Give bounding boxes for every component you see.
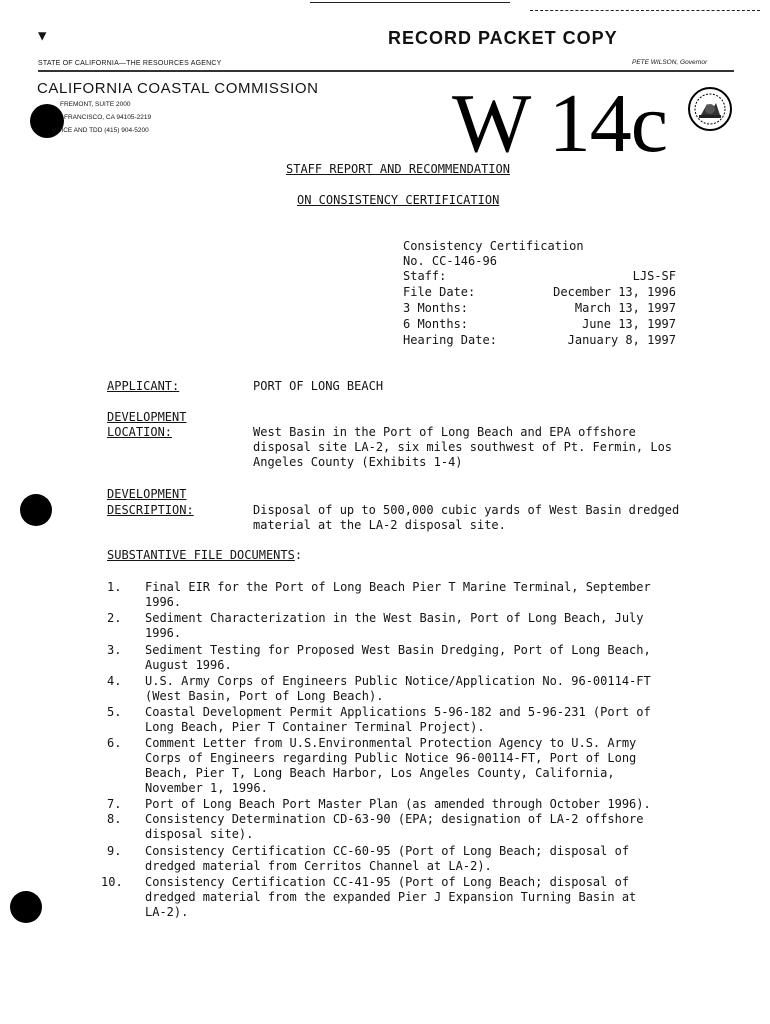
document-number: 10. (101, 875, 123, 889)
hearing-date-label: Hearing Date: (403, 333, 497, 347)
description-label-line-2: DESCRIPTION: (107, 503, 194, 517)
documents-heading-wrap (107, 548, 302, 563)
scan-artifact-top-line (310, 2, 510, 4)
document-text: Coastal Development Permit Applications 5-96-182 and 5-96-231 (Port of Long Beach, Pier T Container Terminal Project). (145, 705, 651, 734)
document-number: 2. (107, 611, 122, 625)
six-months-value: June 13, 1997 (582, 317, 676, 331)
hearing-date-value: January 8, 1997 (567, 333, 676, 347)
applicant-label: APPLICANT: (107, 379, 180, 393)
document-number: 5. (107, 705, 122, 719)
document-number: 7. (107, 797, 122, 811)
case-heading: Consistency Certification (403, 239, 584, 253)
address-line-2: FRANCISCO, CA 94105-2219 (64, 114, 152, 121)
three-months-label: 3 Months: (403, 301, 469, 315)
punch-hole-bottom (10, 891, 42, 923)
agency-line: STATE OF CALIFORNIA—THE RESOURCES AGENCY (38, 60, 222, 67)
document-text: Comment Letter from U.S.Environmental Protection Agency to U.S. Army Corps of Engineers regarding Public Notice 96-00114-FT, Port of Long Beach, Pier T, Long Beach Harbor, Los Angeles County, California, November 1, 1996. (145, 736, 637, 795)
case-number: No. CC-146-96 (403, 254, 497, 268)
six-months-label: 6 Months: (403, 317, 469, 331)
document-text: U.S. Army Corps of Engineers Public Notice/Application No. 96-00114-FT (West Basin, Port of Long Beach). (145, 674, 651, 703)
location-value: West Basin in the Port of Long Beach and EPA offshore disposal site LA-2, six miles southwest of Pt. Fermin, Los Angeles County (Exhibits 1-4) (253, 425, 673, 469)
address-line-1: FREMONT, SUITE 2000 (60, 101, 131, 108)
document-text: Sediment Testing for Proposed West Basin Dredging, Port of Long Beach, August 1996. (145, 643, 651, 672)
document-number: 3. (107, 643, 122, 657)
report-title-line-1: STAFF REPORT AND RECOMMENDATION (286, 162, 510, 176)
location-label-line-1: DEVELOPMENT (107, 410, 187, 424)
file-date-label: File Date: (403, 285, 476, 299)
document-text: Final EIR for the Port of Long Beach Pier T Marine Terminal, September 1996. (145, 580, 651, 609)
document-text: Sediment Characterization in the West Basin, Port of Long Beach, July 1996. (145, 611, 644, 640)
file-date-value: December 13, 1996 (553, 285, 676, 299)
description-label-line-1: DEVELOPMENT (107, 487, 187, 501)
document-number: 9. (107, 844, 122, 858)
staff-value: LJS-SF (632, 269, 676, 283)
document-text: Port of Long Beach Port Master Plan (as amended through October 1996). (145, 797, 651, 811)
item-number: W 14c (452, 77, 668, 170)
header-rule (38, 70, 734, 72)
document-number: 4. (107, 674, 122, 688)
description-value: Disposal of up to 500,000 cubic yards of West Basin dredged material at the LA-2 disposal site. (253, 503, 680, 532)
scan-artifact-top-dashes (530, 10, 760, 12)
state-seal-icon (687, 86, 733, 132)
document-text: Consistency Determination CD-63-90 (EPA; designation of LA-2 offshore disposal site). (145, 812, 644, 841)
punch-hole-middle (20, 494, 52, 526)
corner-mark: ▼ (38, 28, 47, 44)
applicant-value: PORT OF LONG BEACH (253, 379, 384, 393)
governor-line: PETE WILSON, Governor (632, 59, 708, 66)
report-title-line-2: ON CONSISTENCY CERTIFICATION (297, 193, 500, 207)
document-text: Consistency Certification CC-60-95 (Port of Long Beach; disposal of dredged material from Cerritos Channel at LA-2). (145, 844, 630, 873)
address-line-3: VOICE AND TDD (415) 904-5200 (52, 127, 149, 134)
document-number: 8. (107, 812, 122, 826)
staff-label: Staff: (403, 269, 447, 283)
commission-name: CALIFORNIA COASTAL COMMISSION (37, 80, 319, 97)
documents-heading: SUBSTANTIVE FILE DOCUMENTS (107, 548, 295, 562)
location-label-line-2: LOCATION: (107, 425, 173, 439)
document-number: 1. (107, 580, 122, 594)
document-number: 6. (107, 736, 122, 750)
record-stamp: RECORD PACKET COPY (388, 28, 618, 48)
three-months-value: March 13, 1997 (574, 301, 676, 315)
documents-heading-colon: : (294, 548, 303, 562)
document-text: Consistency Certification CC-41-95 (Port of Long Beach; disposal of dredged material from the expanded Pier J Expansion Turning Basin at LA-2). (145, 875, 637, 919)
